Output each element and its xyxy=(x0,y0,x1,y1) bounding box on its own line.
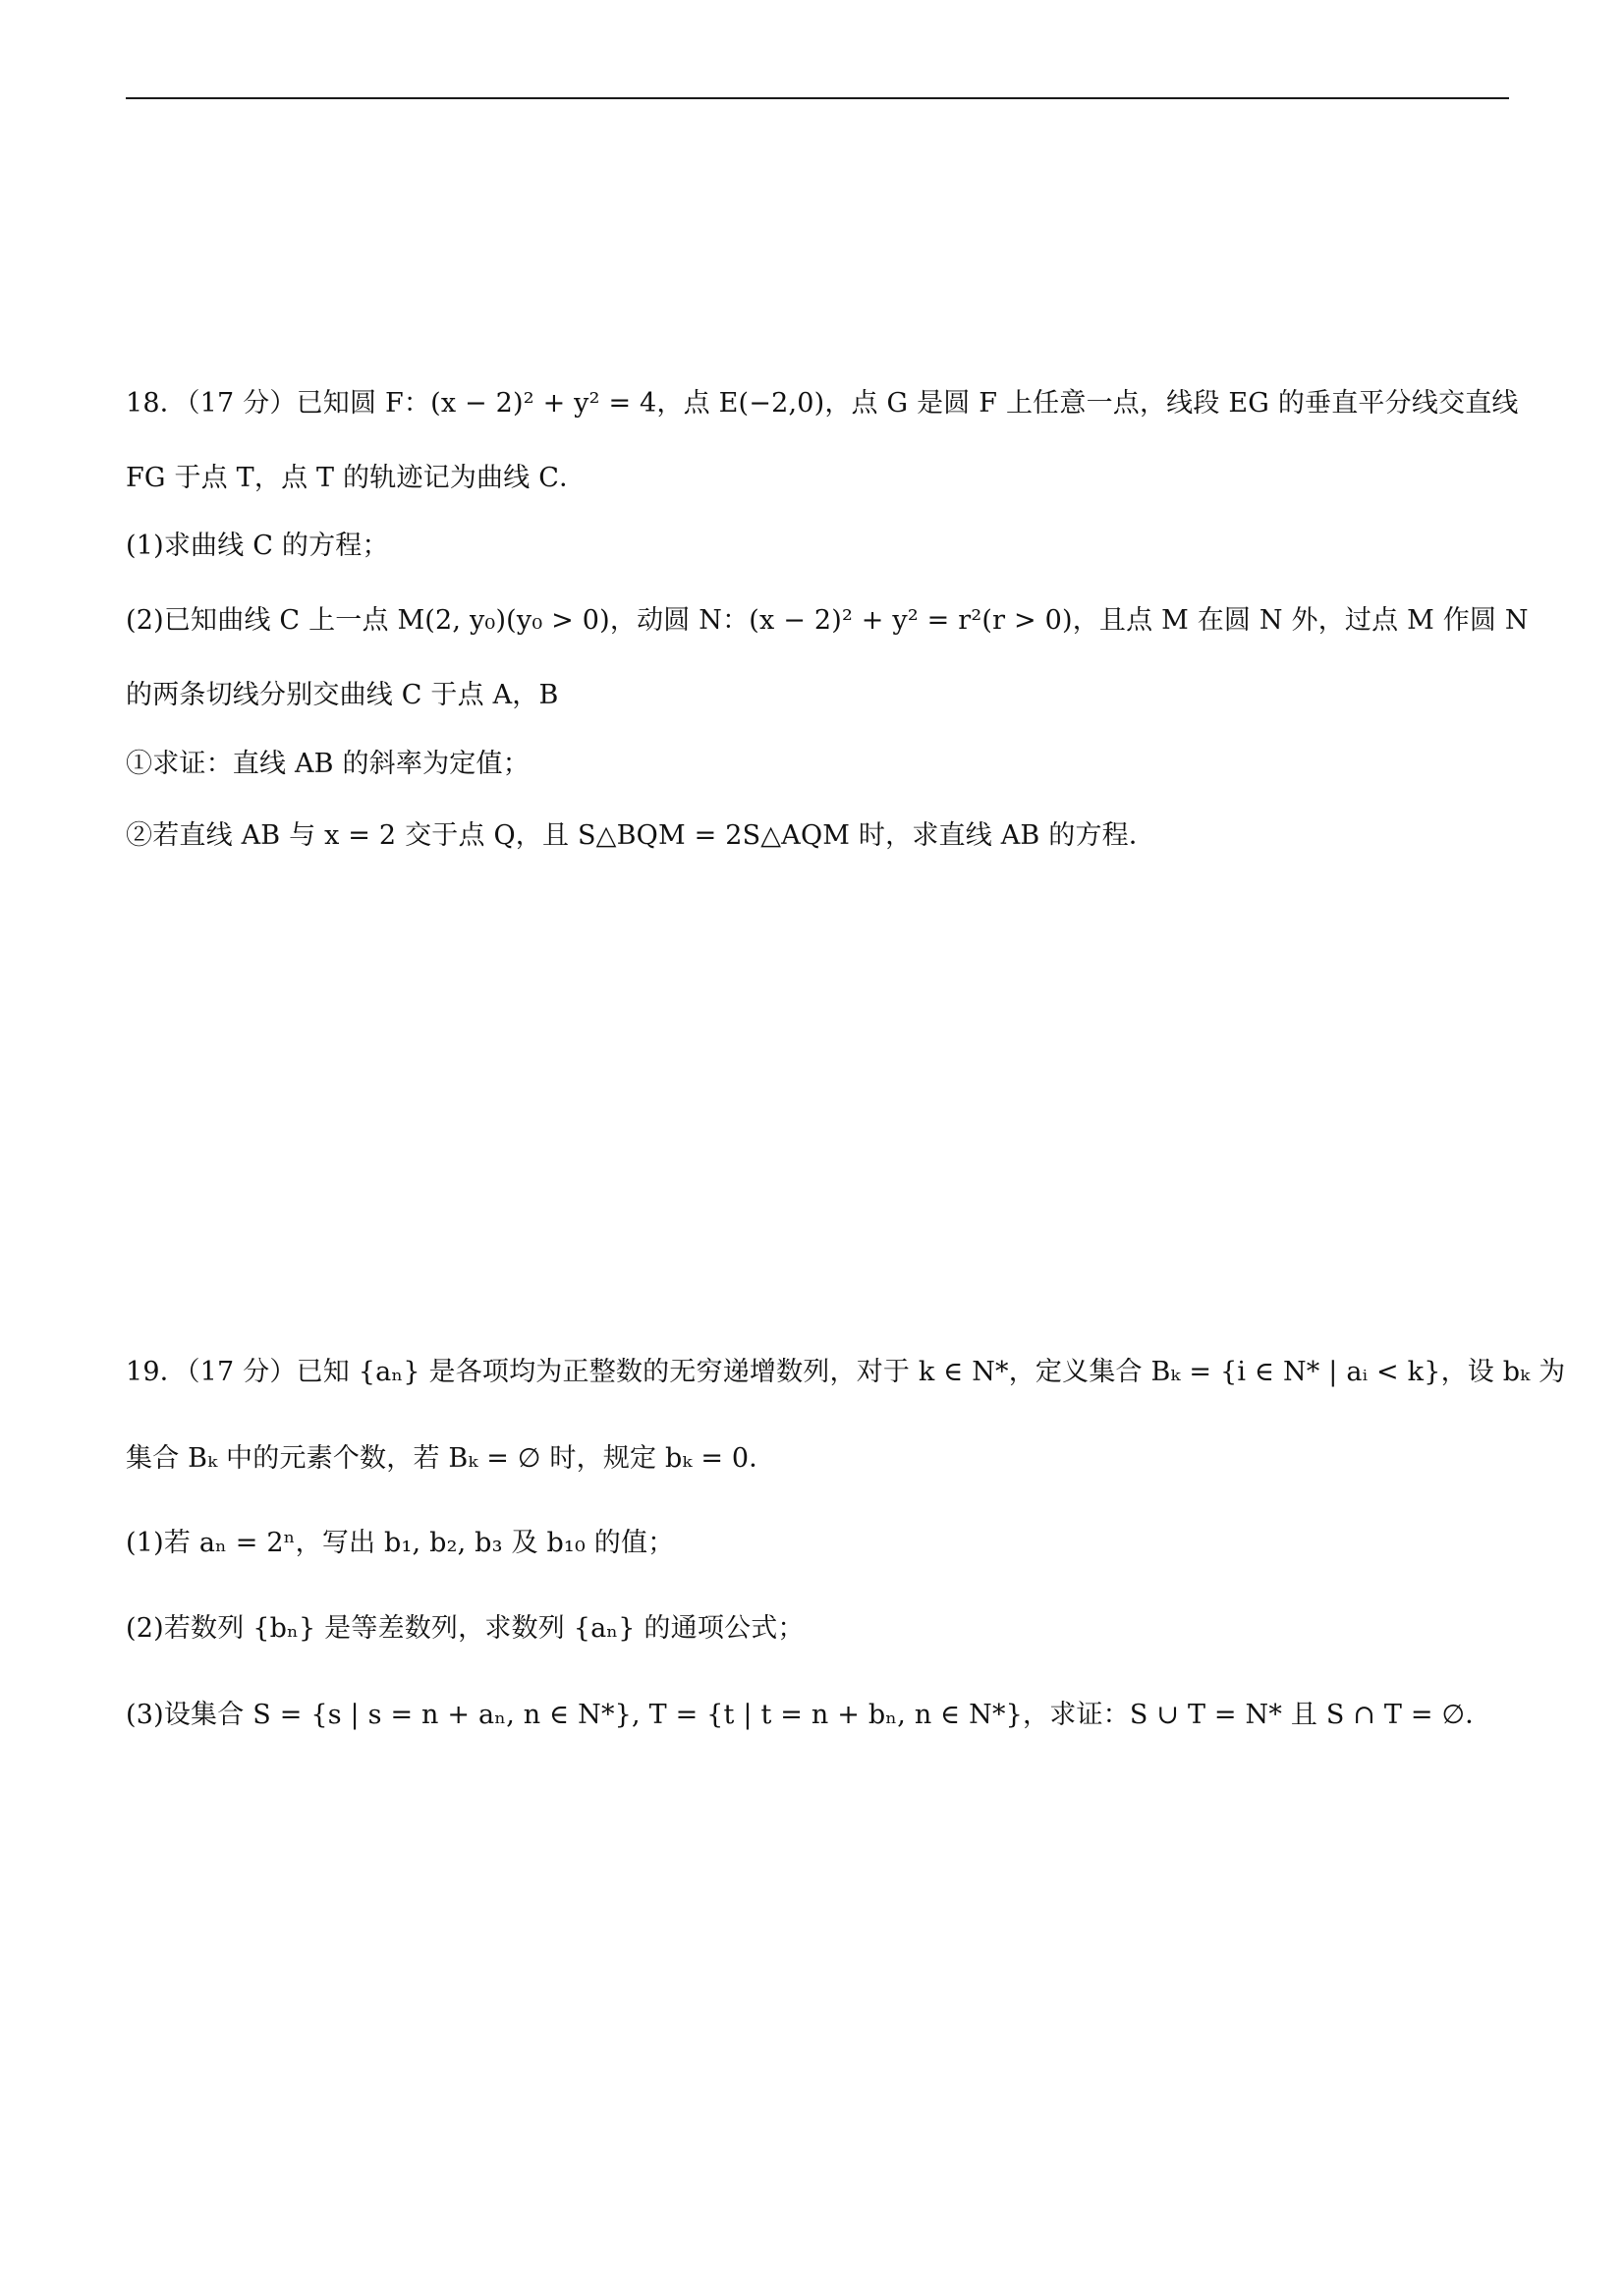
problem-18-line-4: (2)已知曲线 C 上一点 M(2, y₀)(y₀ > 0)，动圆 N：(x − 2)² + y² = r²(r > 0)，且点 M 在圆 N 外，过点 M 作圆 N xyxy=(126,605,1529,636)
problem-19-line-1: 19．（17 分）已知 {aₙ} 是各项均为正整数的无穷递增数列，对于 k ∈ N*，定义集合 Bₖ = {i ∈ N* | aᵢ < k}，设 bₖ 为 xyxy=(126,1357,1566,1387)
problem-18-line-3: (1)求曲线 C 的方程； xyxy=(126,531,389,561)
header-rule xyxy=(126,97,1509,99)
problem-19-line-5: (3)设集合 S = {s | s = n + aₙ, n ∈ N*}, T = {t | t = n + bₙ, n ∈ N*}，求证：S ∪ T = N* 且 S ∩ T = ∅． xyxy=(126,1700,1492,1730)
problem-18-line-6: ①求证：直线 AB 的斜率为定值； xyxy=(126,749,530,779)
problem-19-line-2: 集合 Bₖ 中的元素个数，若 Bₖ = ∅ 时，规定 bₖ = 0． xyxy=(126,1443,776,1474)
problem-18-line-1: 18．（17 分）已知圆 F：(x − 2)² + y² = 4，点 E(−2,0)，点 G 是圆 F 上任意一点，线段 EG 的垂直平分线交直线 xyxy=(126,388,1519,419)
problem-18-line-7: ②若直线 AB 与 x = 2 交于点 Q，且 S△BQM = 2S△AQM 时，求直线 AB 的方程． xyxy=(126,820,1156,851)
problem-19-line-3: (1)若 aₙ = 2ⁿ，写出 b₁, b₂, b₃ 及 b₁₀ 的值； xyxy=(126,1528,675,1558)
problem-18-line-5: 的两条切线分别交曲线 C 于点 A，B xyxy=(126,680,559,710)
problem-18-line-2: FG 于点 T，点 T 的轨迹记为曲线 C． xyxy=(126,463,587,493)
problem-19-line-4: (2)若数列 {bₙ} 是等差数列，求数列 {aₙ} 的通项公式； xyxy=(126,1613,805,1644)
